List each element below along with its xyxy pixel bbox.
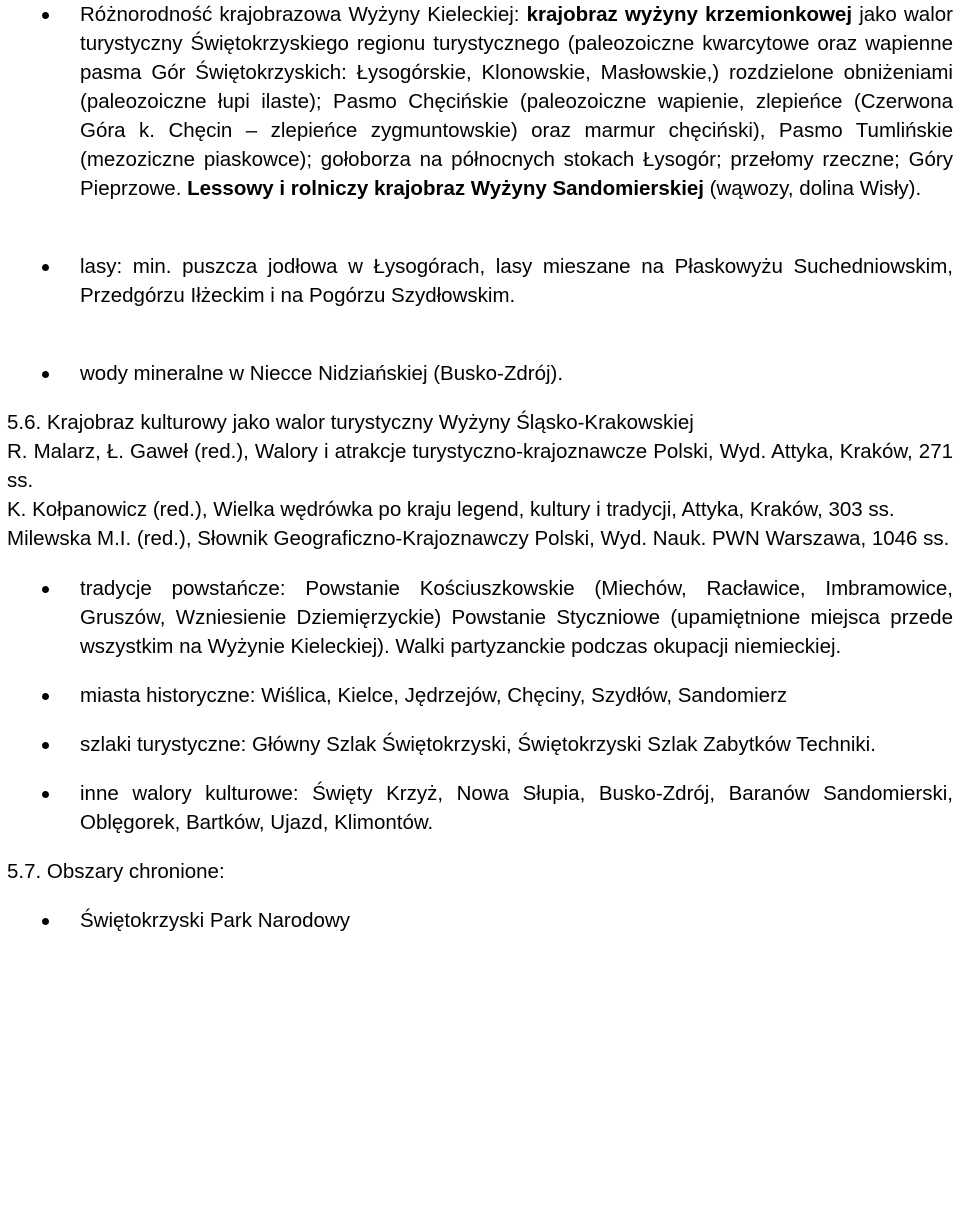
- bullet-dot-icon: [42, 264, 49, 271]
- text-segment: jako walor turystyczny Świętokrzyskiego regionu turystycznego (paleozoiczne kwarcytowe oraz wapienne pasma Gór Świętokrzyskich: Łysogórskie, Klonowskie, Masłowskie,) rozdzielone obniżeniami (paleozoiczne łupi ilaste); Pasmo Chęcińskie (paleozoiczne wapienie, zlepieńce (Czerwona Góra k. Chęcin – zlepieńce zygmuntowskie) oraz marmur chęciński), Pasmo Tumlińskie (mezoziczne piaskowce); gołoborza na północnych stokach Łysogór; przełomy rzeczne; Góry Pieprzowe.: [80, 3, 953, 200]
- section-heading-5-7: 5.7. Obszary chronione:: [7, 860, 225, 883]
- bullet-text: szlaki turystyczne: Główny Szlak Świętokrzyski, Świętokrzyski Szlak Zabytków Techniki.: [80, 733, 876, 756]
- bullet-uprising-traditions: [0, 574, 960, 661]
- bullet-landscape-diversity: [0, 0, 960, 203]
- bullet-text: Świętokrzyski Park Narodowy: [80, 909, 350, 932]
- bullet-dot-icon: [42, 742, 49, 749]
- bullet-dot-icon: [42, 918, 49, 925]
- bullet-dot-icon: [42, 586, 49, 593]
- bullet-forests: [0, 252, 960, 310]
- bullet-mineral-waters: [0, 359, 960, 388]
- text-segment: (wąwozy, dolina Wisły).: [703, 177, 922, 200]
- text-segment: Różnorodność krajobrazowa Wyżyny Kieleckiej:: [80, 3, 527, 26]
- reference-list: [0, 437, 960, 553]
- bullet-text: wody mineralne w Niecce Nidziańskiej (Busko-Zdrój).: [80, 362, 564, 385]
- protected-areas-list: [0, 906, 960, 935]
- bullet-national-park: [0, 906, 960, 935]
- bullet-text: lasy: min. puszcza jodłowa w Łysogórach, lasy mieszane na Płaskowyżu Suchedniowskim, Przedgórzu Iłżeckim i na Pogórzu Szydłowskim.: [80, 255, 953, 307]
- bullet-other-cultural: [0, 779, 960, 837]
- landscape-bullet-list: [0, 0, 960, 388]
- bullet-text: inne walory kulturowe: Święty Krzyż, Nowa Słupia, Busko-Zdrój, Baranów Sandomierski, Oblęgorek, Bartków, Ujazd, Klimontów.: [80, 782, 953, 834]
- bullet-historic-towns: [0, 681, 960, 710]
- bullet-dot-icon: [42, 693, 49, 700]
- section-heading-5-6: 5.6. Krajobraz kulturowy jako walor turystyczny Wyżyny Śląsko-Krakowskiej: [7, 411, 694, 434]
- bullet-text: miasta historyczne: Wiślica, Kielce, Jędrzejów, Chęciny, Szydłów, Sandomierz: [80, 684, 788, 707]
- bullet-text: tradycje powstańcze: Powstanie Kościuszkowskie (Miechów, Racławice, Imbramowice, Gruszów, Wzniesienie Dziemięrzyckie) Powstanie Styczniowe (upamiętnione miejsca przede wszystkim na Wyżynie Kieleckiej). Walki partyzanckie podczas okupacji niemieckiej.: [80, 577, 953, 658]
- bullet-dot-icon: [42, 371, 49, 378]
- reference-item: K. Kołpanowicz (red.), Wielka wędrówka po kraju legend, kultury i tradycji, Attyka, Kraków, 303 ss.: [7, 498, 895, 521]
- bullet-dot-icon: [42, 791, 49, 798]
- bold-segment: krajobraz wyżyny krzemionkowej: [526, 3, 853, 26]
- reference-item: R. Malarz, Ł. Gaweł (red.), Walory i atrakcje turystyczno-krajoznawcze Polski, Wyd. Attyka, Kraków, 271 ss.: [7, 440, 953, 492]
- bullet-dot-icon: [42, 12, 49, 19]
- bullet-text: [80, 3, 953, 200]
- cultural-bullet-list: [0, 574, 960, 837]
- reference-item: Milewska M.I. (red.), Słownik Geograficzno-Krajoznawczy Polski, Wyd. Nauk. PWN Warszawa, 1046 ss.: [7, 527, 950, 550]
- bullet-tourist-trails: [0, 730, 960, 759]
- bold-segment: Lessowy i rolniczy krajobraz Wyżyny Sandomierskiej: [187, 177, 704, 200]
